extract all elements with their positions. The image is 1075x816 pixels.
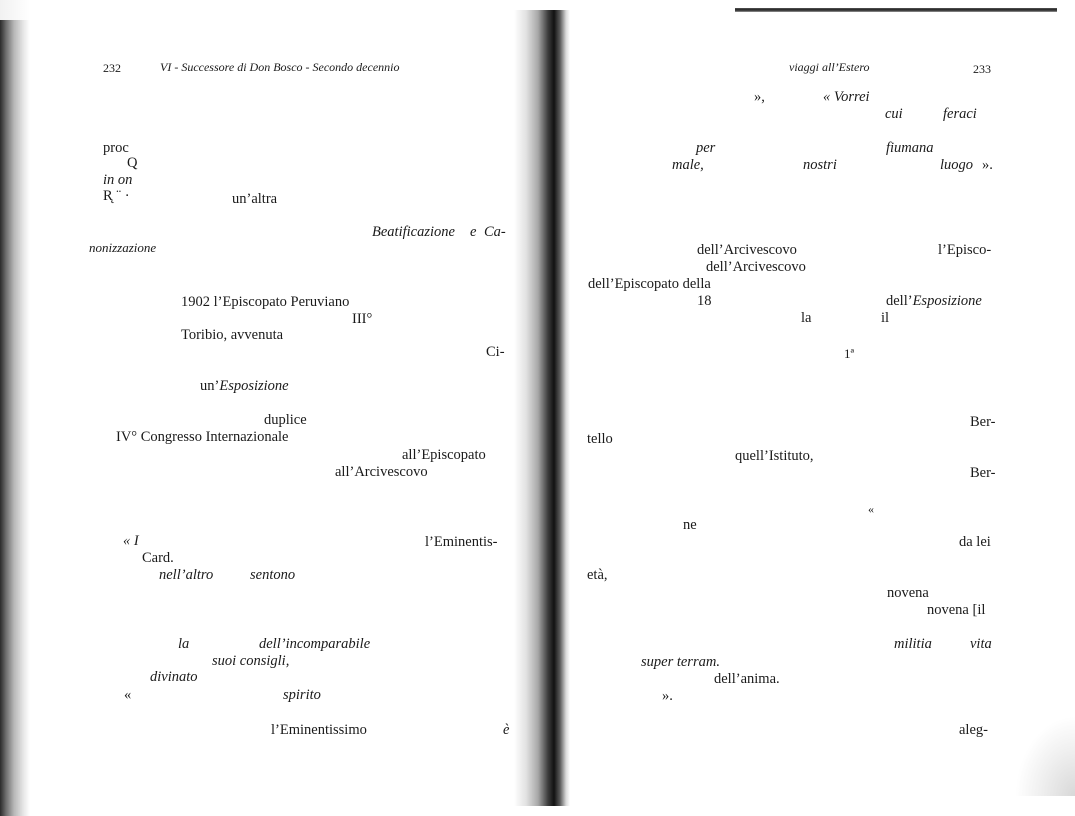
text-line: nonizzazione bbox=[89, 240, 157, 255]
text-line: l’Eminentissimo bbox=[271, 722, 367, 738]
text-line: la bbox=[801, 310, 812, 326]
text-line: ». bbox=[662, 688, 673, 704]
text-line: Q bbox=[127, 155, 138, 171]
text-line: tello bbox=[587, 431, 613, 447]
text-line: l’Episco- bbox=[938, 242, 992, 258]
text-line: novena [il bbox=[927, 602, 986, 618]
text-line: luogo bbox=[940, 157, 974, 173]
text-line: dell’anima. bbox=[714, 671, 780, 687]
text-line: dell’incomparabile bbox=[259, 636, 371, 652]
text-line: cui bbox=[885, 106, 903, 122]
text-line: per bbox=[696, 140, 716, 156]
text-line: Ber- bbox=[970, 465, 996, 481]
text-line: è bbox=[503, 722, 510, 738]
text-line: IV° Congresso Internazionale bbox=[116, 429, 289, 445]
text-line: dell’Arcivescovo bbox=[697, 242, 797, 258]
text-line: Toribio, avvenuta bbox=[181, 327, 284, 343]
text-line: suoi consigli, bbox=[212, 653, 290, 669]
text-line: ne bbox=[683, 517, 697, 533]
page-number: 233 bbox=[973, 62, 991, 76]
text-line: Card. bbox=[142, 550, 174, 566]
text-line: 1ª bbox=[844, 346, 855, 361]
text-line: Ber- bbox=[970, 414, 996, 430]
text-line: 18 bbox=[697, 293, 712, 309]
text-line: un’altra bbox=[232, 191, 278, 207]
text-line: duplice bbox=[264, 412, 307, 428]
text-line: aleg- bbox=[959, 722, 988, 738]
text-line: e bbox=[470, 224, 477, 240]
text-line: dell’Episcopato della bbox=[588, 276, 711, 292]
text-line: un’Esposizione bbox=[200, 378, 289, 394]
text-line: nell’altro bbox=[159, 567, 214, 583]
text-line: III° bbox=[352, 311, 373, 327]
text-line: fiumana bbox=[886, 140, 934, 156]
text-line: all’Arcivescovo bbox=[335, 464, 428, 480]
text-line: dell’Esposizione bbox=[886, 293, 982, 309]
running-head: viaggi all’Estero bbox=[789, 60, 870, 74]
text-line: sentono bbox=[250, 567, 296, 583]
running-head: VI - Successore di Don Bosco - Secondo decennio bbox=[160, 60, 400, 74]
text-line: « bbox=[124, 687, 132, 703]
text-line: età, bbox=[587, 567, 608, 583]
text-line: spirito bbox=[283, 687, 321, 703]
page-number: 232 bbox=[103, 61, 121, 75]
text-line: R̨ ¨ · bbox=[103, 188, 130, 204]
text-line: Beatificazione bbox=[372, 224, 455, 240]
text-line: da lei bbox=[959, 534, 991, 550]
text-line: la bbox=[178, 636, 190, 652]
text-line: all’Episcopato bbox=[402, 447, 486, 463]
text-line: in on bbox=[103, 172, 133, 188]
text-line: 1902 l’Episcopato Peruviano bbox=[181, 294, 350, 310]
text-line: proc bbox=[103, 140, 129, 156]
text-line: il bbox=[881, 310, 890, 326]
text-line: super terram. bbox=[641, 654, 720, 670]
text-line: quell’Istituto, bbox=[735, 448, 814, 464]
text-line: novena bbox=[887, 585, 929, 601]
right-page bbox=[538, 0, 1075, 816]
text-line: militia bbox=[894, 636, 932, 652]
text-line: Ca- bbox=[484, 224, 506, 240]
text-line: ». bbox=[982, 157, 993, 173]
text-line: », bbox=[754, 89, 765, 105]
text-line: dell’Arcivescovo bbox=[706, 259, 806, 275]
text-line: nostri bbox=[803, 157, 837, 173]
text-line: feraci bbox=[943, 106, 977, 122]
text-line: l’Eminentis- bbox=[425, 534, 498, 550]
text-line: « Vorrei bbox=[823, 89, 870, 105]
text-line: male, bbox=[672, 157, 704, 173]
text-line: « I bbox=[123, 533, 139, 549]
text-line: Ci- bbox=[486, 344, 505, 360]
text-line: vita bbox=[970, 636, 992, 652]
text-line: « bbox=[868, 502, 874, 516]
text-line: divinato bbox=[150, 669, 198, 685]
